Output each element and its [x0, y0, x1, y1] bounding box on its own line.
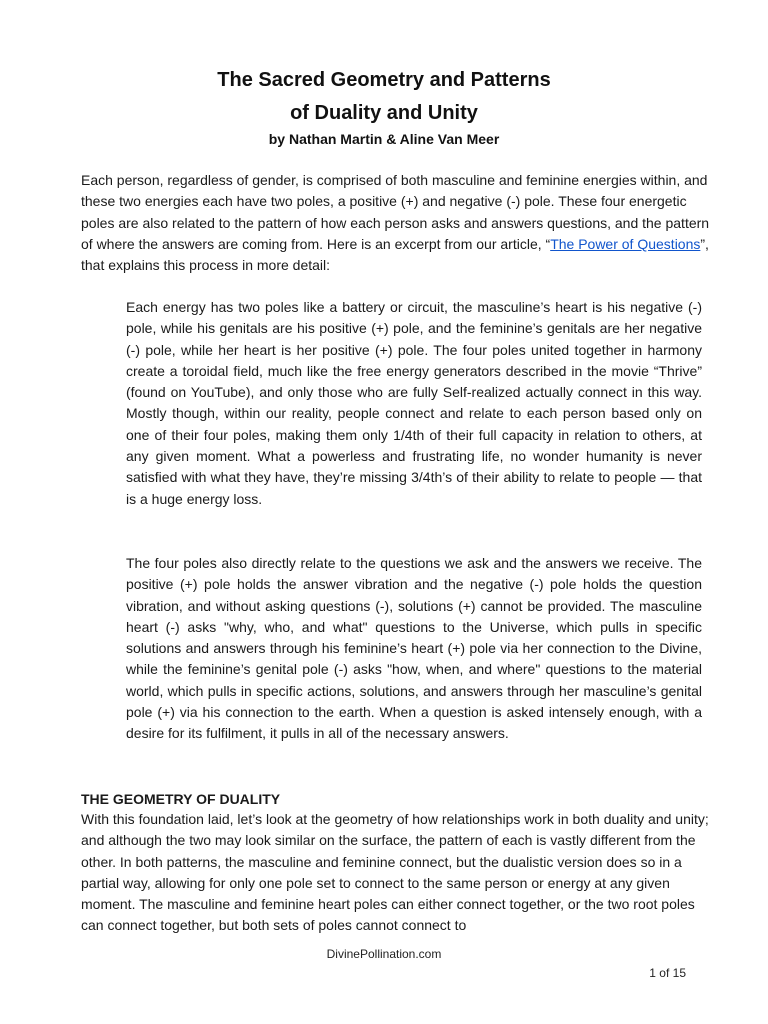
power-of-questions-link[interactable]: The Power of Questions [550, 235, 701, 252]
intro-text-before-link: Each person, regardless of gender, is comprised of both masculine and feminine energies within, and these two energies each have two poles, a positive (+) and negative (-) pole. These four energetic poles are also related to the pattern of how each person asks and answers questions, and the pattern of where the answers are coming from. Here is an excerpt from our article, “ [81, 172, 710, 252]
document-title-line-2: of Duality and Unity [290, 102, 478, 124]
page-number: 1 of 15 [649, 966, 686, 980]
intro-paragraph [81, 170, 711, 276]
quote-paragraph-2: The four poles also directly relate to the questions we ask and the answers we receive. The positive (+) pole holds the answer vibration and the negative (-) pole holds the question vibration, and without asking questions (-), solutions (+) cannot be provided. The masculine heart (-) asks "why, who, and what" questions to the Universe, which pulls in specific solutions and answers through his feminine’s heart (+) pole via her connection to the Divine, while the feminine’s genital pole (-) asks "how, when, and where" questions to the material world, which pulls in specific actions, solutions, and answers through her masculine’s genital pole (+) via his connection to the earth. When a question is asked intensely enough, with a desire for its fulfilment, it pulls in all of the necessary answers. [126, 555, 702, 742]
footer-site-name: DivinePollination.com [326, 947, 442, 961]
section-body-paragraph: With this foundation laid, let’s look at the geometry of how relationships work in both duality and unity; and although the two may look similar on the surface, the pattern of each is vastly different from the other. In both patterns, the masculine and feminine connect, but the dualistic version does so in a partial way, allowing for only one pole set to connect to the same person or energy at any given moment. The masculine and feminine heart poles can either connect together, or the two root poles can connect together, but both sets of poles cannot connect to [81, 811, 709, 934]
intro-text-after-link: ”, that explains this process in more detail: [81, 235, 709, 274]
section-heading: THE GEOMETRY OF DUALITY [81, 791, 281, 807]
document-byline: by Nathan Martin & Aline Van Meer [268, 131, 500, 147]
document-title-line-1: The Sacred Geometry and Patterns [217, 69, 551, 91]
quote-paragraph-1: Each energy has two poles like a battery or circuit, the masculine’s heart is his negative (-) pole, while his genitals are his positive (+) pole, and the feminine’s genitals are her negative (-) pole, while her heart is her positive (+) pole. The four poles united together in harmony create a toroidal field, much like the free energy generators described in the movie “Thrive” (found on YouTube), and only those who are fully Self-realized actually connect in this way. Mostly though, within our reality, people connect and relate to each person based only on one of their four poles, making them only 1/4th of their full capacity in relation to others, at any given moment. What a powerless and frustrating life, no wonder humanity is never satisfied with what they have, they’re missing 3/4th’s of their ability to relate to people — that is a huge energy loss. [126, 299, 702, 507]
